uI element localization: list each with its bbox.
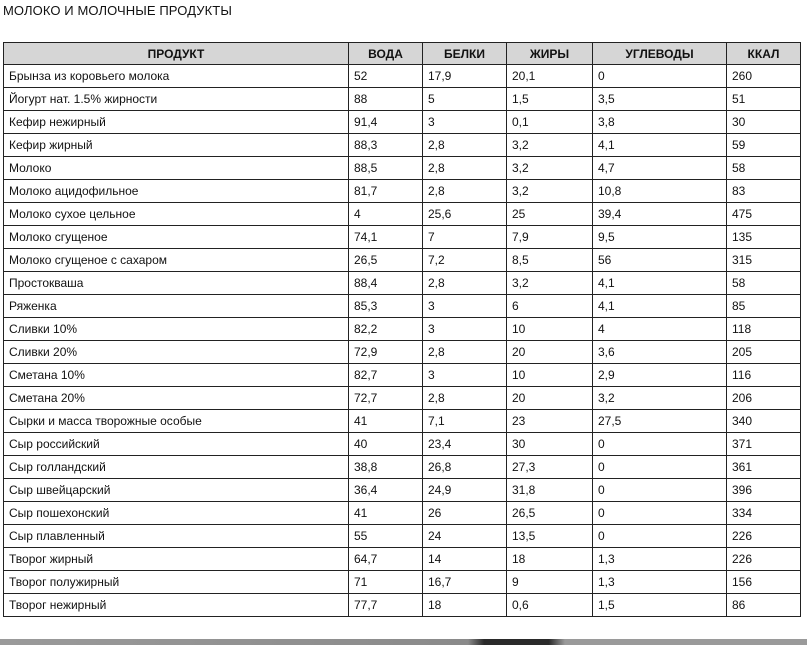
table-row	[4, 88, 801, 111]
cell-kcal: 58	[727, 157, 801, 180]
cell-product: Йогурт нат. 1.5% жирности	[4, 88, 349, 111]
cell-carbs: 2,9	[593, 364, 727, 387]
cell-carbs: 3,5	[593, 88, 727, 111]
cell-fat: 3,2	[507, 180, 593, 203]
cell-fat: 0,6	[507, 594, 593, 617]
page-title: МОЛОКО И МОЛОЧНЫЕ ПРОДУКТЫ	[3, 3, 232, 18]
table-row	[4, 364, 801, 387]
cell-water: 81,7	[349, 180, 423, 203]
cell-kcal: 340	[727, 410, 801, 433]
cell-product: Сливки 20%	[4, 341, 349, 364]
cell-carbs: 4,1	[593, 134, 727, 157]
table-row	[4, 157, 801, 180]
cell-product: Творог жирный	[4, 548, 349, 571]
cell-carbs: 3,8	[593, 111, 727, 134]
table-row	[4, 456, 801, 479]
cell-protein: 26,8	[423, 456, 507, 479]
cell-protein: 2,8	[423, 387, 507, 410]
table-row	[4, 594, 801, 617]
cell-protein: 3	[423, 111, 507, 134]
cell-kcal: 156	[727, 571, 801, 594]
table-row	[4, 479, 801, 502]
cell-product: Простокваша	[4, 272, 349, 295]
cell-protein: 18	[423, 594, 507, 617]
column-header-fat: ЖИРЫ	[507, 43, 593, 65]
cell-water: 82,7	[349, 364, 423, 387]
cell-protein: 2,8	[423, 272, 507, 295]
cell-protein: 23,4	[423, 433, 507, 456]
cell-product: Сыр российский	[4, 433, 349, 456]
cell-kcal: 205	[727, 341, 801, 364]
cell-carbs: 4,1	[593, 295, 727, 318]
cell-kcal: 371	[727, 433, 801, 456]
cell-fat: 23	[507, 410, 593, 433]
cell-product: Молоко сгущеное	[4, 226, 349, 249]
table-row	[4, 180, 801, 203]
cell-water: 82,2	[349, 318, 423, 341]
cell-fat: 10	[507, 364, 593, 387]
table-row	[4, 341, 801, 364]
cell-carbs: 4,1	[593, 272, 727, 295]
cell-fat: 3,2	[507, 157, 593, 180]
cell-kcal: 226	[727, 548, 801, 571]
cell-water: 88,3	[349, 134, 423, 157]
cell-kcal: 260	[727, 65, 801, 88]
cell-carbs: 0	[593, 433, 727, 456]
cell-water: 85,3	[349, 295, 423, 318]
cell-fat: 0,1	[507, 111, 593, 134]
cell-fat: 6	[507, 295, 593, 318]
cell-product: Молоко сухое цельное	[4, 203, 349, 226]
cell-fat: 26,5	[507, 502, 593, 525]
cell-fat: 20	[507, 387, 593, 410]
cell-carbs: 3,2	[593, 387, 727, 410]
cell-carbs: 0	[593, 502, 727, 525]
bottom-edge-strip	[0, 639, 807, 645]
cell-fat: 20,1	[507, 65, 593, 88]
table-row	[4, 65, 801, 88]
cell-water: 88	[349, 88, 423, 111]
cell-fat: 27,3	[507, 456, 593, 479]
cell-kcal: 475	[727, 203, 801, 226]
table-row	[4, 318, 801, 341]
cell-water: 40	[349, 433, 423, 456]
cell-carbs: 4,7	[593, 157, 727, 180]
cell-product: Творог полужирный	[4, 571, 349, 594]
table-row	[4, 272, 801, 295]
cell-water: 72,7	[349, 387, 423, 410]
cell-water: 72,9	[349, 341, 423, 364]
cell-product: Сливки 10%	[4, 318, 349, 341]
cell-kcal: 51	[727, 88, 801, 111]
cell-fat: 30	[507, 433, 593, 456]
cell-kcal: 334	[727, 502, 801, 525]
cell-protein: 24,9	[423, 479, 507, 502]
column-header-product: ПРОДУКТ	[4, 43, 349, 65]
cell-carbs: 10,8	[593, 180, 727, 203]
cell-product: Сыр плавленный	[4, 525, 349, 548]
cell-protein: 5	[423, 88, 507, 111]
cell-water: 41	[349, 410, 423, 433]
cell-carbs: 56	[593, 249, 727, 272]
cell-protein: 7,2	[423, 249, 507, 272]
cell-product: Ряженка	[4, 295, 349, 318]
cell-protein: 2,8	[423, 341, 507, 364]
cell-fat: 20	[507, 341, 593, 364]
cell-carbs: 0	[593, 479, 727, 502]
table-row	[4, 502, 801, 525]
cell-product: Молоко ацидофильное	[4, 180, 349, 203]
cell-water: 38,8	[349, 456, 423, 479]
cell-product: Сыр швейцарский	[4, 479, 349, 502]
cell-carbs: 1,3	[593, 548, 727, 571]
cell-water: 52	[349, 65, 423, 88]
cell-kcal: 83	[727, 180, 801, 203]
cell-kcal: 118	[727, 318, 801, 341]
cell-water: 26,5	[349, 249, 423, 272]
cell-carbs: 1,3	[593, 571, 727, 594]
cell-water: 88,5	[349, 157, 423, 180]
cell-water: 71	[349, 571, 423, 594]
cell-kcal: 86	[727, 594, 801, 617]
cell-kcal: 58	[727, 272, 801, 295]
table-body	[4, 65, 801, 617]
cell-water: 91,4	[349, 111, 423, 134]
cell-product: Творог нежирный	[4, 594, 349, 617]
cell-kcal: 116	[727, 364, 801, 387]
cell-kcal: 315	[727, 249, 801, 272]
table-row	[4, 134, 801, 157]
cell-protein: 16,7	[423, 571, 507, 594]
cell-water: 4	[349, 203, 423, 226]
cell-kcal: 226	[727, 525, 801, 548]
table-row	[4, 571, 801, 594]
cell-kcal: 396	[727, 479, 801, 502]
cell-carbs: 9,5	[593, 226, 727, 249]
cell-protein: 2,8	[423, 134, 507, 157]
table-row	[4, 203, 801, 226]
cell-product: Сыр пошехонский	[4, 502, 349, 525]
cell-kcal: 59	[727, 134, 801, 157]
cell-fat: 8,5	[507, 249, 593, 272]
cell-water: 74,1	[349, 226, 423, 249]
cell-water: 41	[349, 502, 423, 525]
table-header-row	[4, 43, 801, 65]
cell-protein: 7	[423, 226, 507, 249]
cell-carbs: 1,5	[593, 594, 727, 617]
cell-kcal: 30	[727, 111, 801, 134]
cell-product: Сырки и масса творожные особые	[4, 410, 349, 433]
cell-carbs: 0	[593, 525, 727, 548]
cell-protein: 3	[423, 295, 507, 318]
cell-kcal: 361	[727, 456, 801, 479]
cell-water: 88,4	[349, 272, 423, 295]
cell-protein: 24	[423, 525, 507, 548]
table-row	[4, 249, 801, 272]
cell-fat: 3,2	[507, 272, 593, 295]
cell-carbs: 39,4	[593, 203, 727, 226]
cell-fat: 9	[507, 571, 593, 594]
cell-protein: 25,6	[423, 203, 507, 226]
cell-fat: 10	[507, 318, 593, 341]
cell-product: Молоко сгущеное с сахаром	[4, 249, 349, 272]
cell-product: Кефир жирный	[4, 134, 349, 157]
table-row	[4, 295, 801, 318]
cell-water: 77,7	[349, 594, 423, 617]
cell-product: Кефир нежирный	[4, 111, 349, 134]
cell-kcal: 135	[727, 226, 801, 249]
cell-product: Молоко	[4, 157, 349, 180]
cell-water: 64,7	[349, 548, 423, 571]
table-row	[4, 410, 801, 433]
column-header-carbs: УГЛЕВОДЫ	[593, 43, 727, 65]
column-header-kcal: ККАЛ	[727, 43, 801, 65]
cell-protein: 3	[423, 318, 507, 341]
cell-carbs: 4	[593, 318, 727, 341]
cell-fat: 3,2	[507, 134, 593, 157]
cell-protein: 2,8	[423, 180, 507, 203]
cell-protein: 7,1	[423, 410, 507, 433]
cell-fat: 18	[507, 548, 593, 571]
column-header-protein: БЕЛКИ	[423, 43, 507, 65]
cell-product: Сыр голландский	[4, 456, 349, 479]
nutrition-table	[3, 42, 801, 617]
cell-fat: 13,5	[507, 525, 593, 548]
table-row	[4, 387, 801, 410]
cell-carbs: 3,6	[593, 341, 727, 364]
cell-kcal: 85	[727, 295, 801, 318]
table-row	[4, 433, 801, 456]
cell-protein: 26	[423, 502, 507, 525]
cell-carbs: 0	[593, 65, 727, 88]
cell-fat: 1,5	[507, 88, 593, 111]
cell-protein: 14	[423, 548, 507, 571]
cell-water: 36,4	[349, 479, 423, 502]
cell-carbs: 27,5	[593, 410, 727, 433]
column-header-water: ВОДА	[349, 43, 423, 65]
cell-protein: 17,9	[423, 65, 507, 88]
cell-carbs: 0	[593, 456, 727, 479]
cell-fat: 31,8	[507, 479, 593, 502]
cell-fat: 7,9	[507, 226, 593, 249]
table-row	[4, 525, 801, 548]
cell-water: 55	[349, 525, 423, 548]
cell-kcal: 206	[727, 387, 801, 410]
cell-product: Сметана 10%	[4, 364, 349, 387]
cell-fat: 25	[507, 203, 593, 226]
cell-protein: 2,8	[423, 157, 507, 180]
table-row	[4, 548, 801, 571]
table-row	[4, 111, 801, 134]
table-row	[4, 226, 801, 249]
cell-product: Брынза из коровьего молока	[4, 65, 349, 88]
cell-protein: 3	[423, 364, 507, 387]
cell-product: Сметана 20%	[4, 387, 349, 410]
